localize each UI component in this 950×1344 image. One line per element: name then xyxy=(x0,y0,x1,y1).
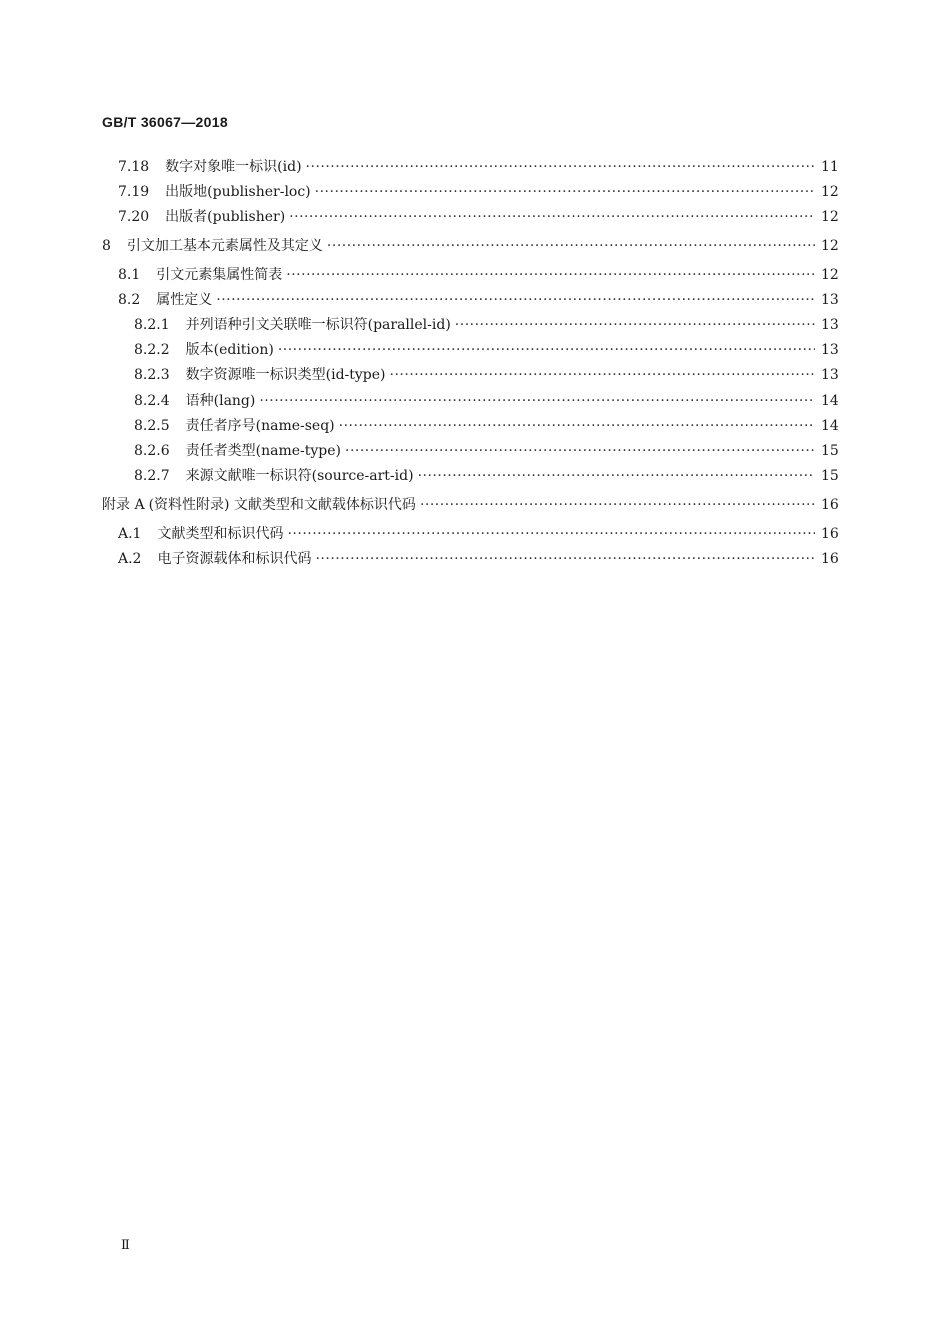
toc-entry[interactable] xyxy=(134,392,837,410)
toc-entry[interactable] xyxy=(118,158,837,176)
toc-entry[interactable] xyxy=(118,525,837,543)
toc-entry-page: 14 xyxy=(821,393,839,409)
toc-entry-title: 出版者(publisher) xyxy=(165,209,286,225)
toc-entry-page: 14 xyxy=(821,418,839,434)
toc-entry-title: 属性定义 xyxy=(156,292,213,308)
toc-entry-page: 12 xyxy=(821,209,839,225)
toc-entry-number: A.2 xyxy=(118,551,142,567)
toc-entry-page: 12 xyxy=(821,267,839,283)
toc-entry[interactable] xyxy=(118,291,837,309)
toc-entry[interactable] xyxy=(102,237,837,255)
toc-entry[interactable] xyxy=(118,208,837,226)
toc-dot-leader xyxy=(390,366,815,384)
toc-entry-number: 8.2.5 xyxy=(134,418,170,434)
toc-entry-page: 15 xyxy=(821,443,839,459)
toc-dot-leader xyxy=(327,237,815,255)
toc-dot-leader xyxy=(216,291,815,309)
toc-entry-page: 12 xyxy=(821,184,839,200)
toc-entry-number: 7.18 xyxy=(118,159,150,175)
toc-entry-number: 8.1 xyxy=(118,267,141,283)
toc-entry-page: 12 xyxy=(821,238,839,254)
toc-entry[interactable] xyxy=(134,366,837,384)
toc-dot-leader xyxy=(345,442,815,460)
toc-entry-page: 16 xyxy=(821,497,839,513)
toc-entry-number: A.1 xyxy=(118,526,142,542)
toc-entry[interactable] xyxy=(134,341,837,359)
toc-entry[interactable] xyxy=(134,417,837,435)
toc-dot-leader xyxy=(420,496,815,514)
toc-entry-title: 版本(edition) xyxy=(185,342,274,358)
toc-entry-number: 7.19 xyxy=(118,184,150,200)
toc-entry-page: 11 xyxy=(821,159,839,175)
toc-entry-number: 8 xyxy=(102,238,111,254)
toc-entry-number: 7.20 xyxy=(118,209,150,225)
toc-entry[interactable] xyxy=(134,316,837,334)
toc-dot-leader xyxy=(315,183,815,201)
toc-dot-leader xyxy=(278,341,815,359)
toc-entry-page: 16 xyxy=(821,526,839,542)
toc-entry-title: 责任者序号(name-seq) xyxy=(185,418,335,434)
toc-entry-number: 8.2.1 xyxy=(134,317,170,333)
toc-entry-number: 8.2.6 xyxy=(134,443,170,459)
toc-entry-title: 电子资源载体和标识代码 xyxy=(157,551,312,567)
toc-entry-page: 13 xyxy=(821,342,839,358)
toc-dot-leader xyxy=(259,392,815,410)
toc-entry-number: 8.2.4 xyxy=(134,393,170,409)
toc-entry-page: 13 xyxy=(821,367,839,383)
toc-dot-leader xyxy=(306,158,815,176)
toc-entry-title: 引文加工基本元素属性及其定义 xyxy=(126,238,323,254)
toc-dot-leader xyxy=(289,208,815,226)
toc-dot-leader xyxy=(315,550,815,568)
toc-entry-number: 8.2.2 xyxy=(134,342,170,358)
toc-entry-title: (资料性附录) 文献类型和文献载体标识代码 xyxy=(148,497,416,513)
toc-dot-leader xyxy=(287,525,815,543)
toc-entry-page: 13 xyxy=(821,317,839,333)
toc-entry[interactable] xyxy=(134,442,837,460)
toc-entry-title: 引文元素集属性简表 xyxy=(156,267,283,283)
toc-entry[interactable] xyxy=(118,183,837,201)
toc-entry-number: 8.2.7 xyxy=(134,468,170,484)
toc-entry-title: 数字对象唯一标识(id) xyxy=(165,159,302,175)
toc-entry-title: 数字资源唯一标识类型(id-type) xyxy=(185,367,386,383)
toc-entry[interactable] xyxy=(118,266,837,284)
toc-entry-title: 并列语种引文关联唯一标识符(parallel-id) xyxy=(185,317,451,333)
toc-entry-number: 8.2 xyxy=(118,292,141,308)
page-header-standard-code: GB/T 36067—2018 xyxy=(102,114,228,130)
toc-entry-page: 16 xyxy=(821,551,839,567)
toc-dot-leader xyxy=(339,417,815,435)
toc-entry-page: 13 xyxy=(821,292,839,308)
toc-dot-leader xyxy=(455,316,815,334)
toc-entry-title: 责任者类型(name-type) xyxy=(185,443,341,459)
page-footer-numeral: Ⅱ xyxy=(121,1238,130,1253)
toc-entry[interactable] xyxy=(118,550,837,568)
toc-entry-title: 语种(lang) xyxy=(185,393,256,409)
toc-entry[interactable] xyxy=(134,467,837,485)
toc-dot-leader xyxy=(418,467,815,485)
toc-entry-title: 来源文献唯一标识符(source-art-id) xyxy=(185,468,414,484)
toc-entry-title: 出版地(publisher-loc) xyxy=(165,184,311,200)
toc-entry[interactable] xyxy=(102,496,837,514)
toc-entry-title: 文献类型和标识代码 xyxy=(157,526,284,542)
toc-entry-number: 8.2.3 xyxy=(134,367,170,383)
toc-entry-page: 15 xyxy=(821,468,839,484)
toc-entry-number: 附录 A xyxy=(102,497,145,513)
toc-dot-leader xyxy=(286,266,815,284)
